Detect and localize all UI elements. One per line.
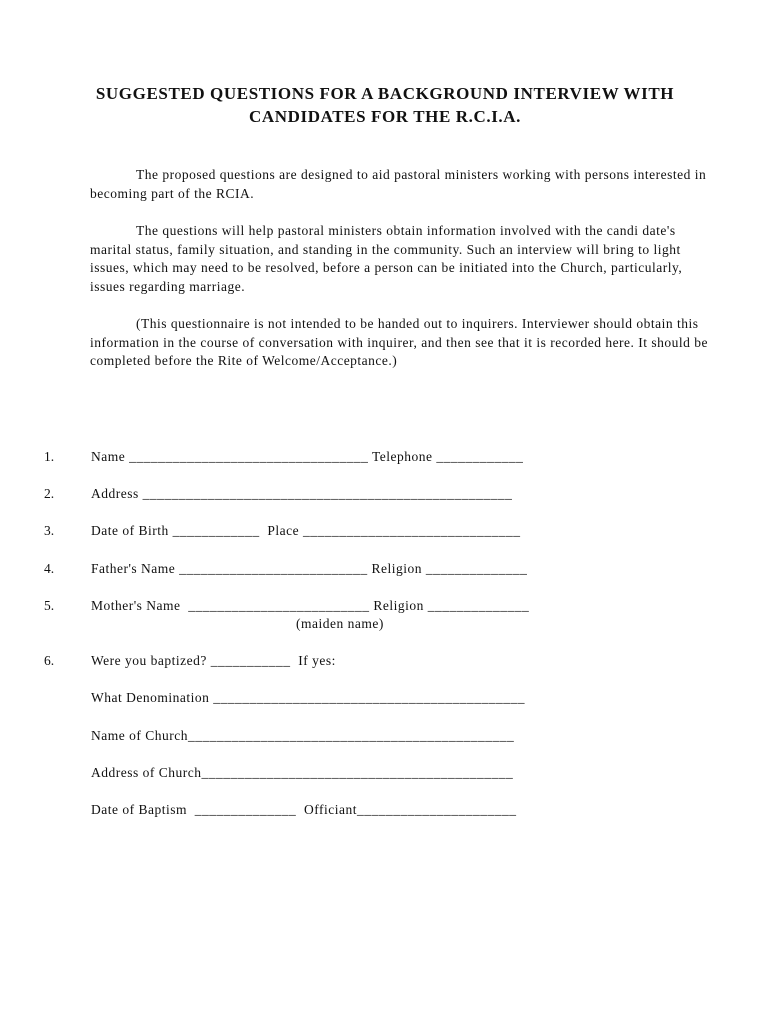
- item-number: 6.: [44, 653, 55, 668]
- item-number: 1.: [44, 449, 55, 464]
- item-number: 3.: [44, 523, 55, 538]
- document-title-line-2: CANDIDATES FOR THE R.C.I.A.: [248, 107, 522, 126]
- item-number: 2.: [44, 486, 55, 501]
- item-number: 5.: [44, 598, 55, 613]
- denomination-field: What Denomination ___________________________________________: [91, 690, 525, 705]
- intro-paragraph: The proposed questions are designed to aid pastoral ministers working with persons interested in becoming part of the RCIA.: [90, 167, 707, 201]
- maiden-name-caption: (maiden name): [296, 616, 384, 631]
- birth-date-place-field: Date of Birth ____________ Place ______________________________: [91, 523, 521, 538]
- item-number: 4.: [44, 561, 55, 576]
- purpose-paragraph: The questions will help pastoral ministers obtain information involved with the candi date's marital status, family situation, and standing in the community. Such an interview will bring to light issues, which may need to be resolved, before a person can be initiated into the Church, particularly, issues regarding marriage.: [90, 223, 683, 294]
- church-address-field: Address of Church___________________________________________: [91, 765, 514, 780]
- instructions-paragraph: (This questionnaire is not intended to be handed out to inquirers. Interviewer should obtain this information in the course of conversation with inquirer, and then see that it is recorded here. It should be completed before the Rite of Welcome/Acceptance.): [90, 316, 709, 369]
- mother-name-religion-field: Mother's Name _________________________ Religion ______________: [91, 598, 530, 613]
- father-name-religion-field: Father's Name __________________________ Religion ______________: [91, 561, 528, 576]
- church-name-field: Name of Church_____________________________________________: [91, 728, 515, 743]
- address-field: Address ___________________________________________________: [91, 486, 513, 501]
- baptism-date-officiant-field: Date of Baptism ______________ Officiant______________________: [91, 802, 517, 817]
- document-title-line-1: SUGGESTED QUESTIONS FOR A BACKGROUND INTERVIEW WITH: [95, 84, 675, 103]
- name-telephone-field: Name _________________________________ Telephone ____________: [91, 449, 524, 464]
- baptized-question: Were you baptized? ___________ If yes:: [91, 653, 336, 668]
